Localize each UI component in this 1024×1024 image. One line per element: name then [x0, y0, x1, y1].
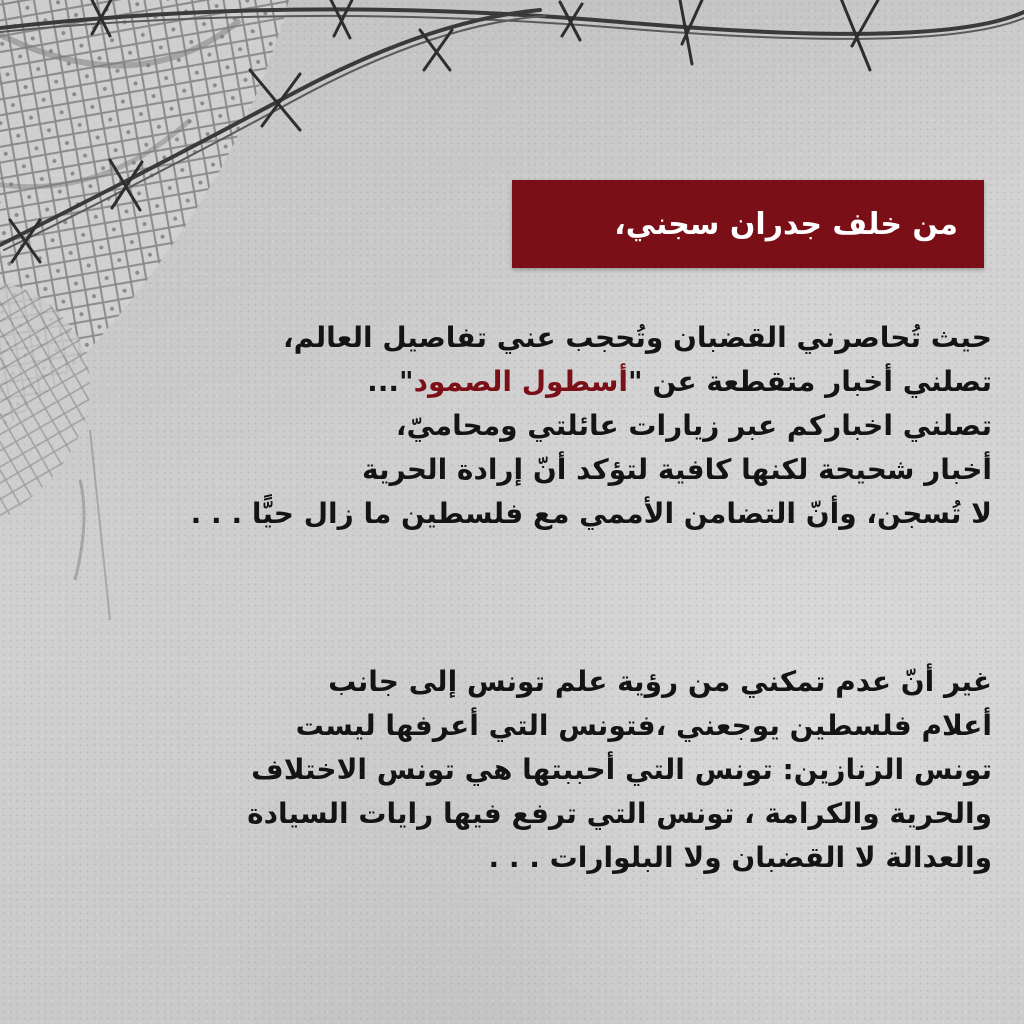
line-2-end: "...	[367, 365, 414, 398]
title-banner	[512, 180, 984, 268]
line-2-start: تصلني أخبار متقطعة عن "	[627, 365, 992, 398]
paragraph-2-line-2: أعلام فلسطين يوجعني ،فتونس التي أعرفها ليست	[295, 709, 992, 742]
paragraph-1-line-4: أخبار شحيحة لكنها كافية لتؤكد أنّ إرادة الحرية	[361, 453, 992, 486]
paragraph-1-line-3: تصلني اخباركم عبر زيارات عائلتي ومحاميّ،	[395, 409, 992, 442]
paragraph-1-line-2	[20, 360, 992, 404]
paragraph-2-line-3: تونس الزنازين: تونس التي أحببتها هي تونس الاختلاف	[251, 753, 992, 786]
paragraph-1	[20, 316, 992, 536]
paragraph-1-line-5: لا تُسجن، وأنّ التضامن الأممي مع فلسطين ما زال حيًّا . . .	[190, 497, 992, 530]
page-title: من خلف جدران سجني،	[614, 206, 958, 242]
paragraph-2-line-4: والحرية والكرامة ، تونس التي ترفع فيها رايات السيادة	[247, 797, 992, 830]
paragraph-2	[20, 660, 992, 880]
paragraph-2-line-1: غير أنّ عدم تمكني من رؤية علم تونس إلى جانب	[328, 665, 992, 698]
paragraph-1-line-1: حيث تُحاصرني القضبان وتُحجب عني تفاصيل العالم،	[283, 321, 992, 354]
highlighted-phrase: أسطول الصمود	[413, 365, 628, 398]
paragraph-2-line-5: والعدالة لا القضبان ولا البلوارات . . .	[488, 841, 992, 874]
